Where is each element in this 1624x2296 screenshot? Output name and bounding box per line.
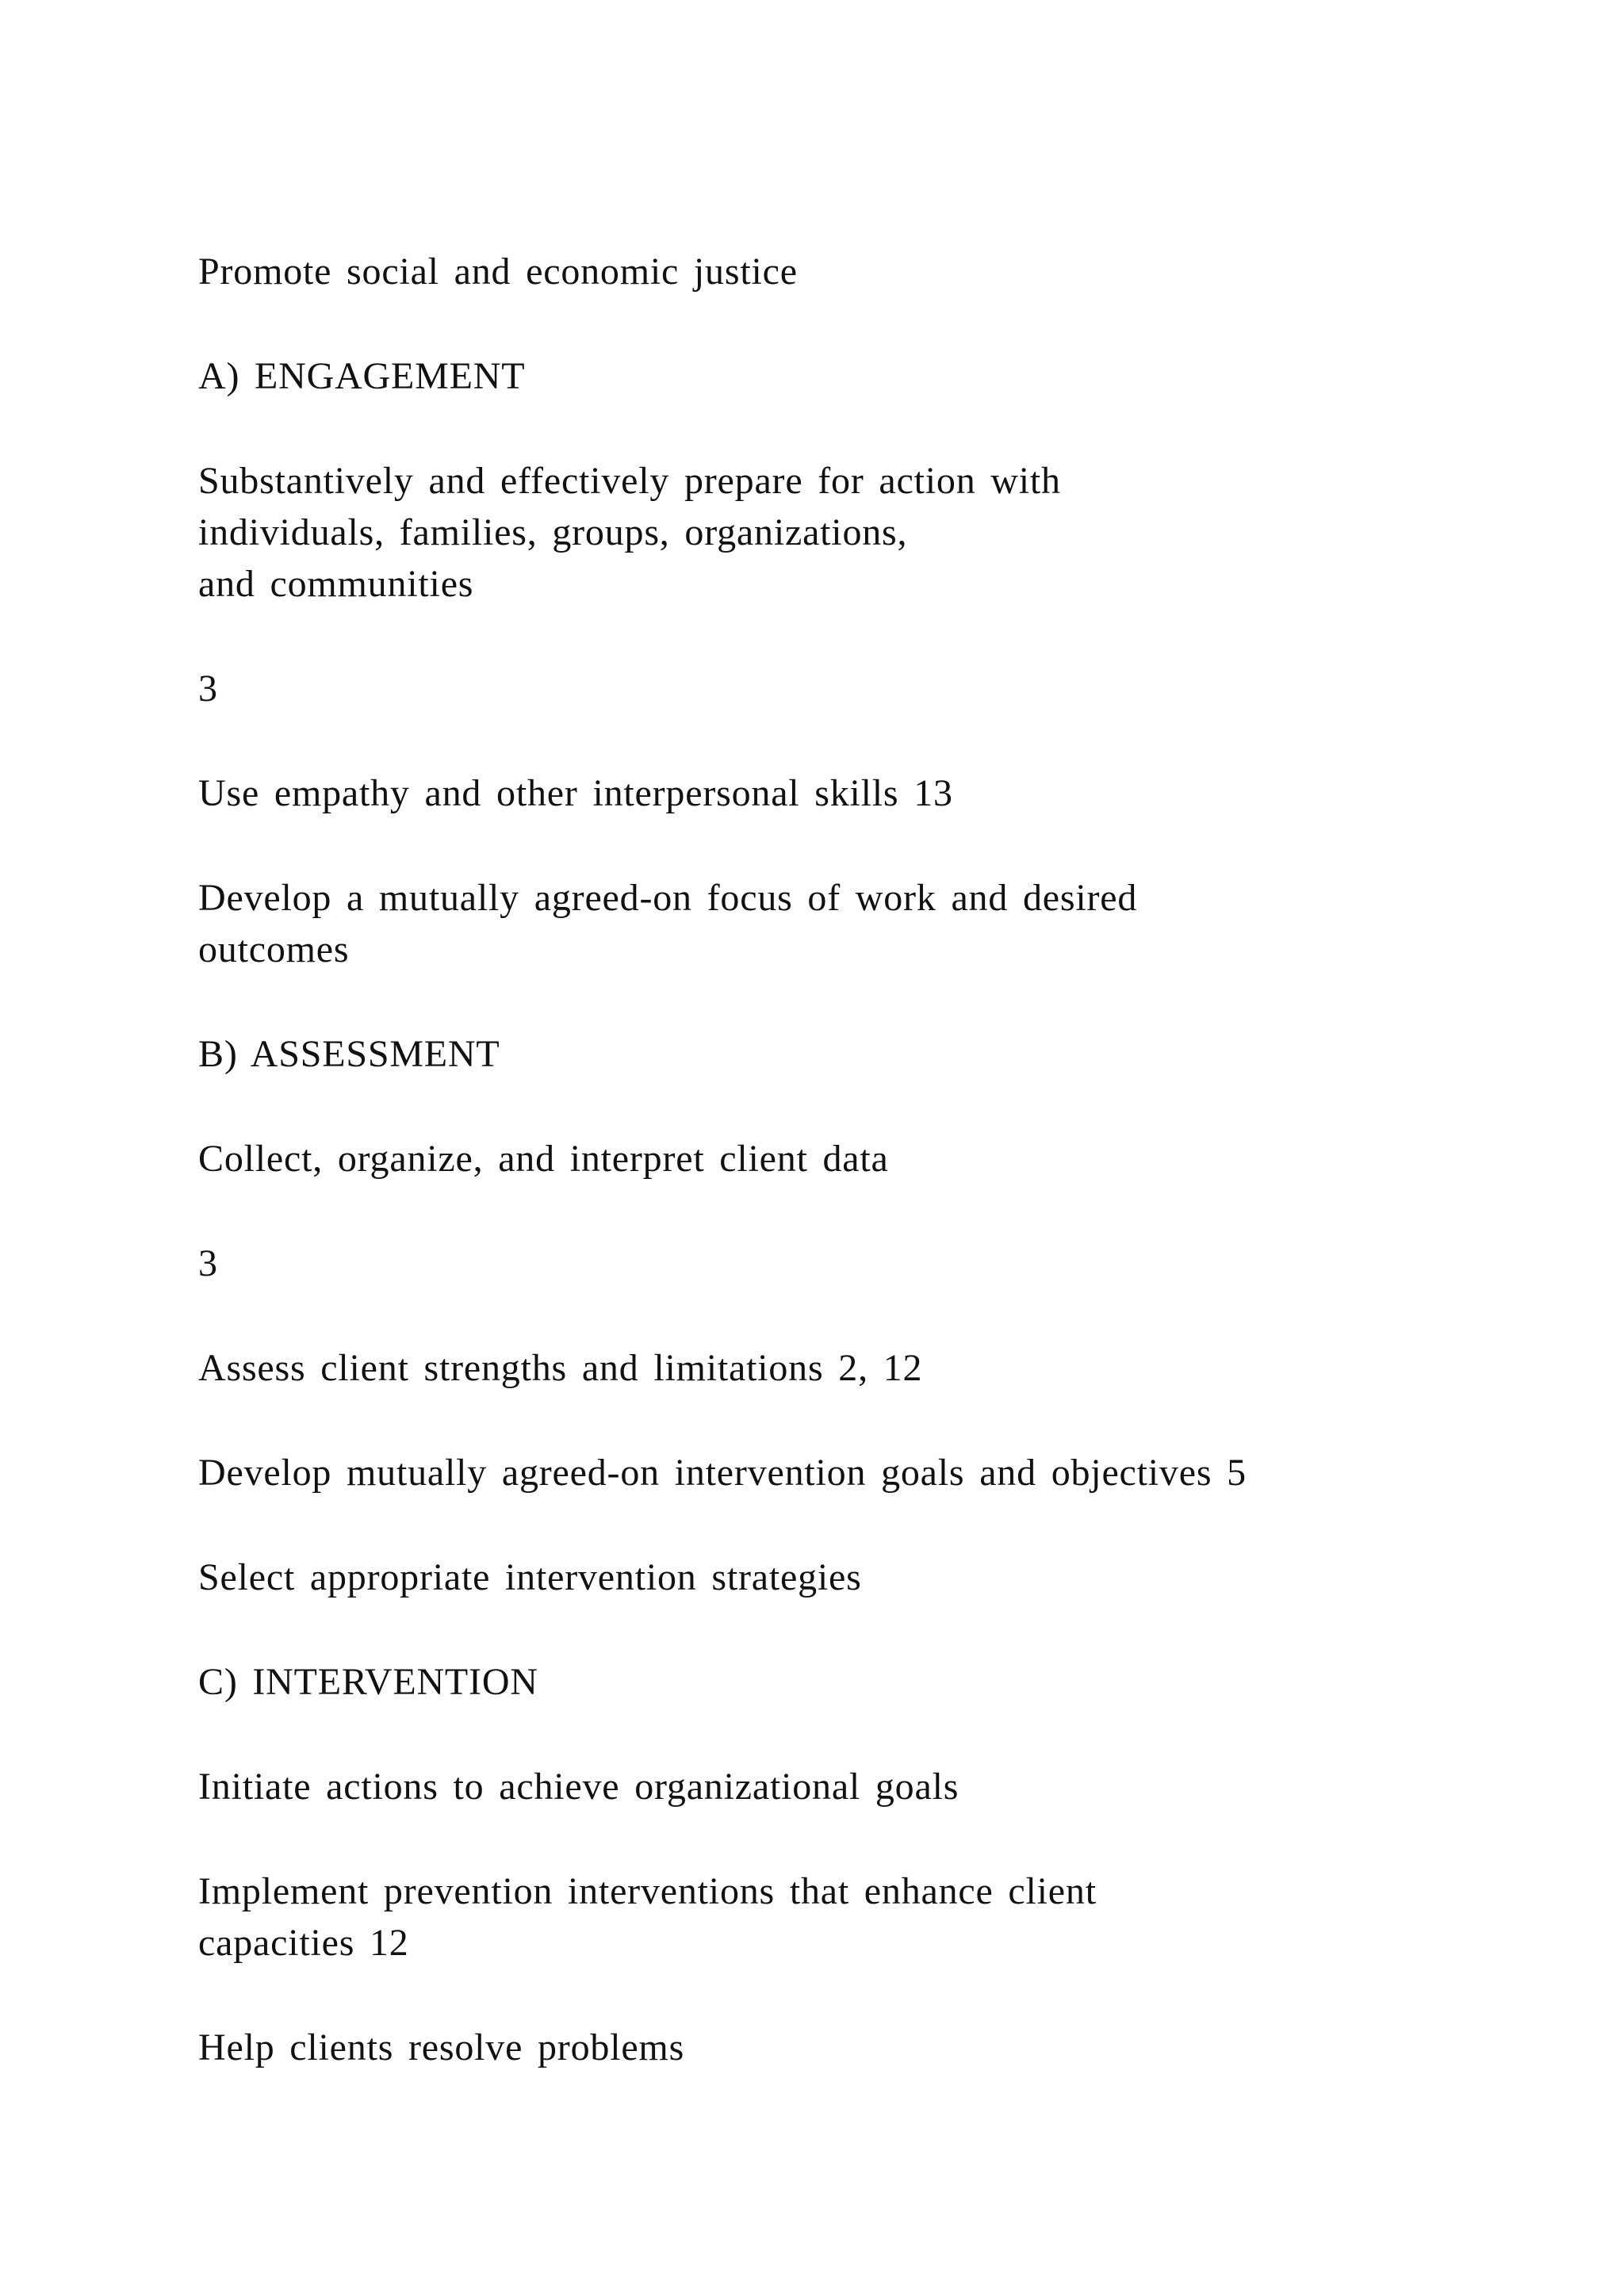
- number-line: 3: [198, 668, 218, 710]
- number-line: 3: [198, 1242, 218, 1284]
- text-line-goals-objectives: Develop mutually agreed-on intervention goals and objectives 5: [198, 1452, 1247, 1494]
- text-line-individuals: individuals, families, groups, organizations,: [198, 511, 908, 553]
- text-line-strategies: Select appropriate intervention strategies: [198, 1556, 862, 1598]
- section-heading-engagement: A) ENGAGEMENT: [198, 355, 526, 397]
- text-line-communities: and communities: [198, 563, 474, 605]
- section-heading-assessment: B) ASSESSMENT: [198, 1033, 500, 1075]
- text-line-outcomes: outcomes: [198, 928, 350, 970]
- text-line-strengths: Assess client strengths and limitations 2, 12: [198, 1347, 923, 1389]
- text-line-empathy: Use empathy and other interpersonal skills 13: [198, 772, 953, 814]
- text-line-prevention: Implement prevention interventions that enhance client: [198, 1870, 1097, 1912]
- text-line-capacities: capacities 12: [198, 1922, 409, 1964]
- text-line-prepare-action: Substantively and effectively prepare for action with: [198, 460, 1061, 502]
- text-line-client-data: Collect, organize, and interpret client data: [198, 1138, 889, 1180]
- text-line-resolve-problems: Help clients resolve problems: [198, 2026, 685, 2068]
- section-heading-intervention: C) INTERVENTION: [198, 1661, 538, 1703]
- text-line-social-justice: Promote social and economic justice: [198, 251, 798, 293]
- text-line-organizational-goals: Initiate actions to achieve organizational goals: [198, 1766, 959, 1808]
- text-line-focus-of-work: Develop a mutually agreed-on focus of work and desired: [198, 877, 1138, 919]
